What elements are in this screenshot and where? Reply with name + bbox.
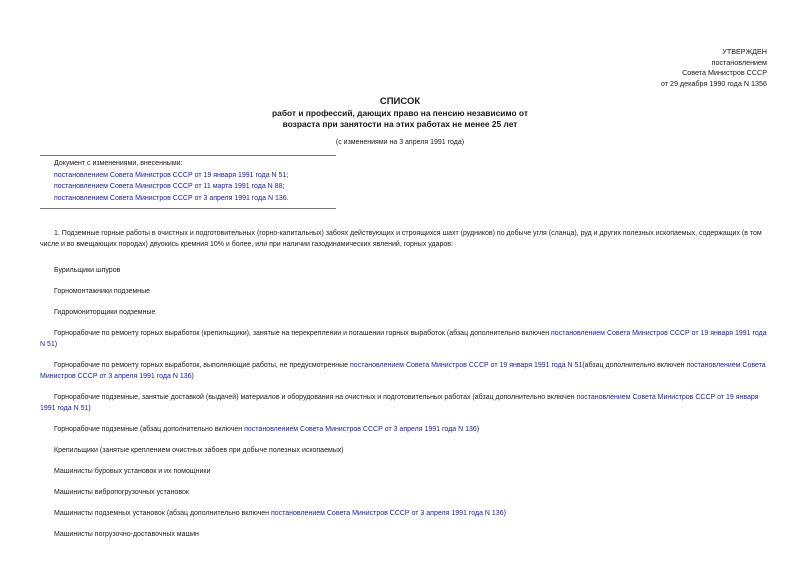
item-text: Горнорабочие по ремонту горных выработок, выполняющие работы, не предусмотренные — [54, 362, 351, 369]
amendment-link[interactable]: постановлением Совета Министров СССР от 19 января 1991 года N 51 — [40, 394, 759, 412]
item-text: ) — [191, 373, 194, 380]
item-text: ) — [476, 426, 480, 433]
list-item — [40, 392, 772, 414]
amendment-link[interactable]: постановлением Совета Министров СССР от 19 января 1991 года N 51; — [54, 171, 289, 179]
list-item — [40, 424, 772, 435]
list-item — [40, 508, 772, 519]
item-text: Горнорабочие подземные, занятые доставкой (выдачей) материалов и оборудования на очистных и подготовительных работах (абзац дополнительно включен — [54, 394, 577, 401]
list-item — [40, 328, 772, 350]
item-text: Машинисты подземных установок (абзац дополнительно включен — [54, 510, 271, 517]
item-text: ) — [503, 510, 506, 517]
amendment-link[interactable]: постановлением Совета Министров СССР от 11 марта 1991 года N 88; — [54, 183, 285, 190]
item-text: Горнорабочие по ремонту горных выработок (крепильщики), занятые на перекреплении и погашении горных выработок (абзац дополнительно включен — [54, 330, 552, 337]
amendment-link[interactable]: постановлением Совета Министров СССР от 19 января 1991 года N 51 — [350, 362, 583, 369]
list-item: Горномонтажники подземные — [54, 288, 151, 295]
document-title: СПИСОК — [379, 96, 421, 107]
item-text: (абзац дополнительно включен — [582, 362, 687, 369]
list-item: Машинисты погрузочно-доставочных машин — [54, 531, 199, 538]
amendment-link[interactable]: постановлением Совета Министров СССР от 3 апреля 1991 года N 136 — [270, 510, 504, 517]
item-text: ) — [88, 405, 91, 412]
document-body — [40, 228, 772, 540]
document-title-block — [200, 96, 600, 148]
document-subtitle-line: работ и профессий, дающих право на пенсию независимо от — [272, 108, 528, 118]
list-item: Гидромониторщики подземные — [54, 309, 156, 316]
list-item: Бурильщики шпуров — [54, 267, 121, 274]
item-text: ) — [54, 341, 58, 348]
changes-intro: Документ с изменениями, внесенными: — [54, 160, 183, 167]
amendment-link[interactable]: постановлением Совета Министров СССР от 3 апреля 1991 года N 136 — [40, 362, 766, 380]
approval-line: Совета Министров СССР — [682, 68, 767, 77]
list-item — [40, 360, 772, 382]
approval-line: от 29 декабря 1990 года N 1356 — [660, 78, 767, 88]
approval-block — [661, 47, 767, 89]
amendment-link[interactable]: постановлением Совета Министров СССР от 19 января 1991 года N 51 — [40, 330, 767, 348]
list-item: Машинисты буровых установок и их помощники — [54, 468, 211, 475]
document-subtitle-line: возраста при занятости на этих работах не менее 25 лет — [282, 119, 518, 129]
approval-line: УТВЕРЖДЕН — [722, 47, 767, 56]
edition-note: (с изменениями на 3 апреля 1991 года) — [335, 139, 465, 146]
section-1-paragraph: 1. Подземные горные работы в очистных и подготовительных (горно-капитальных) забоях действующих и строящихся шахт (рудников) по добыче угля (сланца), руд и других полезных ископаемых, содержащих (в том числе и во вмещающих породах) двуокись кремния 10% и более, или при наличии газодинамических явлений, горных ударов: — [40, 230, 762, 248]
item-text: Горнорабочие подземные (абзац дополнительно включен — [54, 426, 245, 433]
list-item: Крепильщики (занятые креплением очистных забоев при добыче полезных ископаемых) — [54, 447, 344, 454]
list-item: Машинисты вибропогрузочных установок — [54, 489, 189, 496]
approval-line: постановлением — [711, 57, 767, 67]
amendment-link[interactable]: постановлением Совета Министров СССР от 3 апреля 1991 года N 136. — [54, 194, 289, 202]
changes-box — [40, 155, 336, 209]
amendment-link[interactable]: постановлением Совета Министров СССР от 3 апреля 1991 года N 136 — [244, 426, 477, 433]
